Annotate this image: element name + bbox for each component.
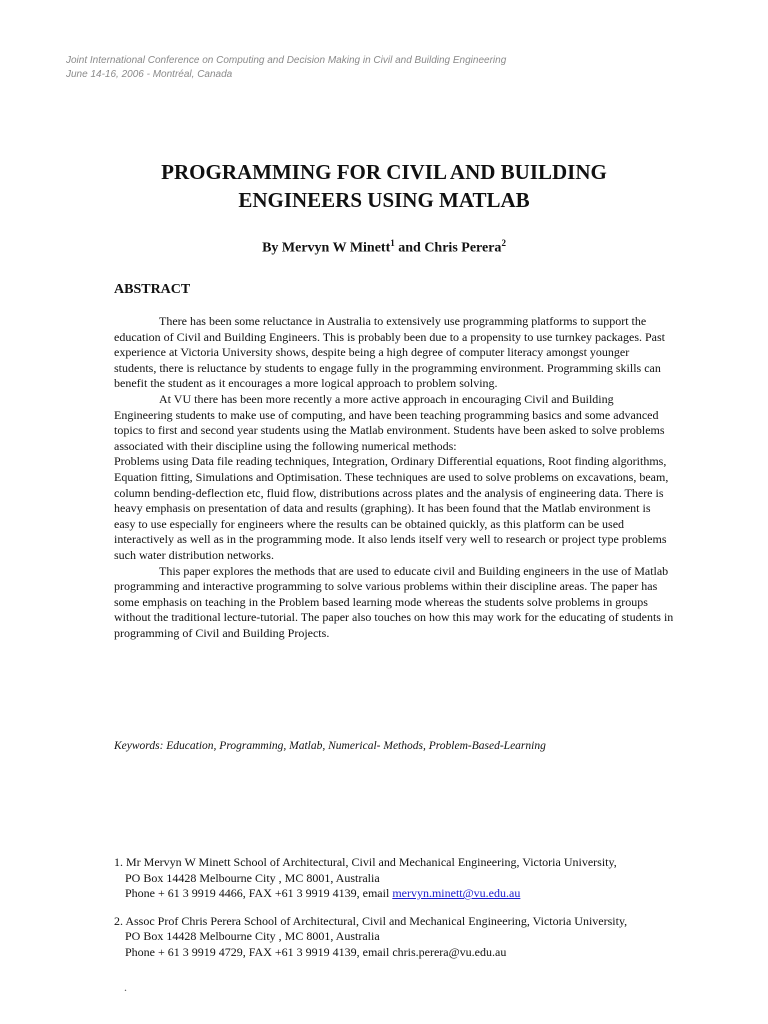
footnote-phone-fax: Phone + 61 3 9919 4729, FAX +61 3 9919 4139, email	[125, 944, 393, 959]
abstract-paragraph: Problems using Data file reading techniques, Integration, Ordinary Differential equations, Root finding algorithms, Equation fitting, Simulations and Optimisation. These techniques are used to solve problems on excavations, beam, column bending-deflection etc, fluid flow, distributions across plates and the analysis of engineering data. There is heavy emphasis on presentation of data and results (graphing). It has been found that the Matlab environment is easy to use especially for engineers where the results can be obtained quickly, as this platform can be used interactively as well as in the programming mode. It also lends itself very well to research or project type problems such water distribution networks.	[114, 454, 669, 562]
author-1-footnote-ref: 1	[390, 238, 395, 248]
conference-date-location: June 14-16, 2006 - Montréal, Canada	[66, 69, 233, 80]
footnote-1	[114, 855, 704, 902]
abstract-paragraph: There has been some reluctance in Australia to extensively use programming platforms to support the education of Civil and Building Engineers. This is probably been due to a propensity to use turnkey packages. Past experience at Victoria University shows, despite being a high degree of computer literacy amongst younger students, there is reluctance by students to engage fully in the programming environment. Programming skills can benefit the student as it encourages a more logical approach to problem solving.	[114, 314, 666, 391]
conference-name: Joint International Conference on Computing and Decision Making in Civil and Building Engineering	[66, 55, 507, 66]
author-footnotes	[114, 855, 704, 973]
footnote-contact	[114, 945, 704, 961]
footnote-2	[114, 914, 704, 961]
abstract-paragraph: At VU there has been more recently a more active approach in encouraging Civil and Building Engineering students to make use of computing, and have been teaching programming basics and some advanced topics to first and second year students using the Matlab environment. Students have been asked to solve problems associated with their discipline using the following numerical methods:	[114, 391, 665, 453]
keywords: Keywords: Education, Programming, Matlab, Numerical- Methods, Problem-Based-Learning	[114, 740, 546, 752]
title-line-2: ENGINEERS USING MATLAB	[238, 188, 530, 212]
abstract-body	[114, 314, 674, 641]
email-link[interactable]: mervyn.minett@vu.edu.au	[392, 886, 521, 901]
abstract-heading: ABSTRACT	[114, 282, 191, 297]
author-2-footnote-ref: 2	[501, 238, 506, 248]
abstract-paragraph: This paper explores the methods that are used to educate civil and Building engineers in the use of Matlab programming and interactive programming to solve various problems within their discipline areas. The paper has some emphasis on teaching in the Problem based learning mode whereas the students solve problems in groups without the traditional lecture-tutorial. The paper also touches on how this may work for the educating of students in programming of Civil and Building Projects.	[114, 563, 674, 640]
title-line-1: PROGRAMMING FOR CIVIL AND BUILDING	[161, 160, 607, 184]
footnote-address: PO Box 14428 Melbourne City , MC 8001, Australia	[125, 870, 380, 885]
author-1: By Mervyn W Minett	[262, 240, 391, 256]
conference-header	[66, 54, 506, 82]
footnote-contact	[114, 886, 704, 902]
paper-title	[40, 158, 728, 214]
author-line	[40, 234, 728, 258]
footnote-email: chris.perera@vu.edu.au	[392, 944, 507, 959]
page-mark: .	[124, 980, 127, 994]
footnote-phone-fax: Phone + 61 3 9919 4466, FAX +61 3 9919 4139, email	[125, 886, 393, 901]
footnote-affiliation: 2. Assoc Prof Chris Perera School of Architectural, Civil and Mechanical Engineering, Victoria University,	[114, 913, 628, 928]
footnote-affiliation: 1. Mr Mervyn W Minett School of Architectural, Civil and Mechanical Engineering, Victoria University,	[114, 855, 617, 869]
footnote-address: PO Box 14428 Melbourne City , MC 8001, Australia	[125, 929, 380, 944]
author-2: and Chris Perera	[394, 240, 502, 256]
